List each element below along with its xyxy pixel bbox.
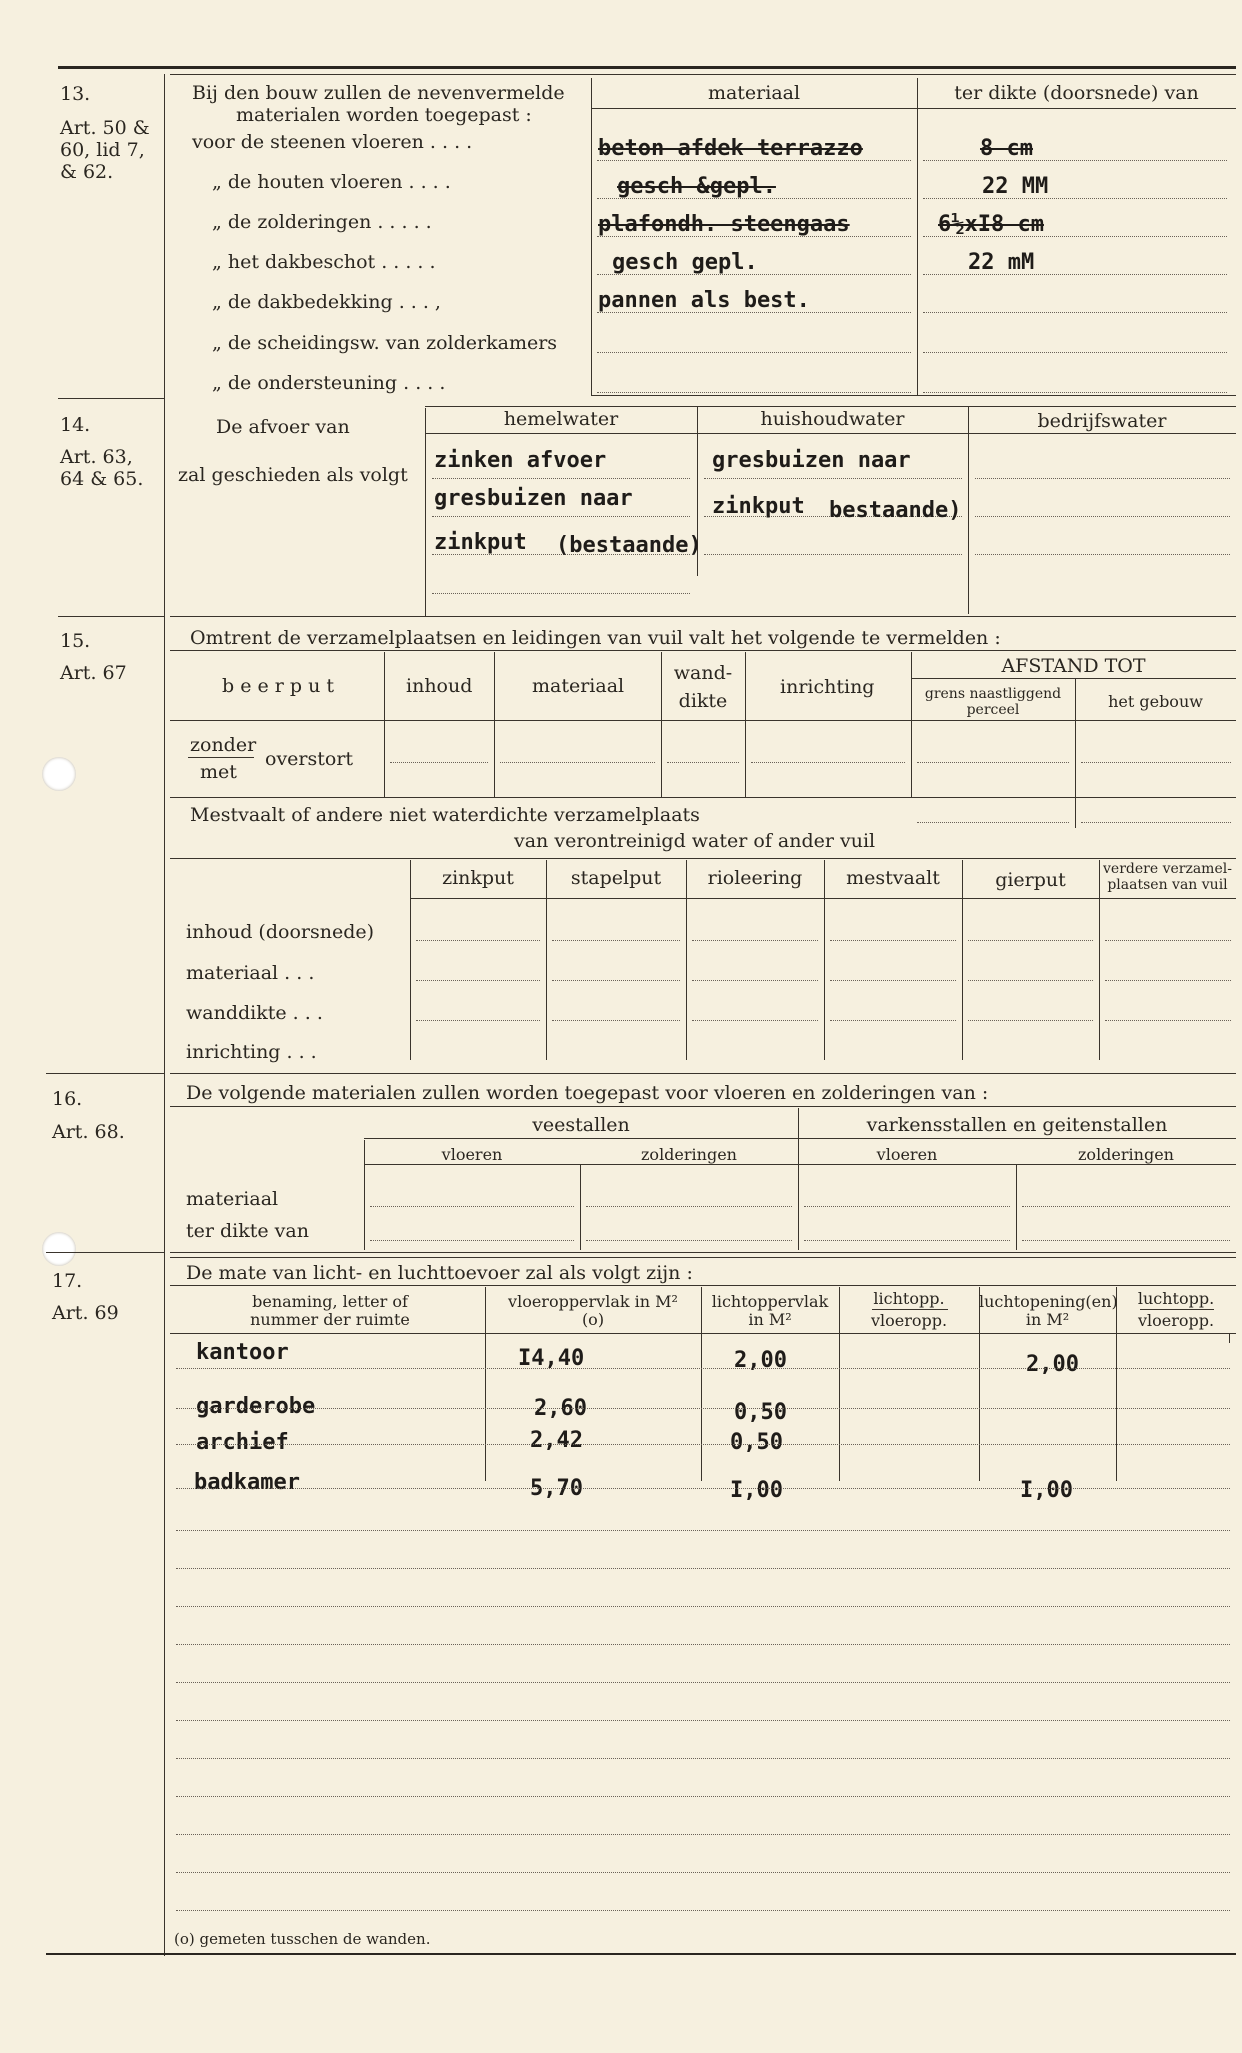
col-divider	[425, 408, 426, 616]
section-number: 16.	[52, 1088, 83, 1110]
writing-line	[176, 1682, 1230, 1683]
fill-line	[975, 516, 1230, 517]
fill-line	[1105, 980, 1231, 981]
veestallen-header: veestallen	[532, 1114, 630, 1136]
writing-line	[176, 1444, 1230, 1445]
room-name: garderobe	[196, 1394, 316, 1419]
fill-line	[552, 980, 680, 981]
zolderingen-header: zolderingen	[641, 1145, 737, 1164]
room-light-area: 0,50	[734, 1400, 787, 1425]
header-lichtoppervlak: lichtoppervlak	[711, 1292, 829, 1311]
fill-line	[370, 1206, 574, 1207]
row-label: wanddikte . . .	[186, 1002, 323, 1024]
fill-line	[552, 940, 680, 941]
row-label: „ het dakbeschot . . . . .	[212, 251, 436, 273]
intro-text: De volgende materialen zullen worden toegepast voor vloeren en zolderingen van :	[186, 1082, 989, 1104]
table-rule	[410, 898, 1236, 899]
section-divider	[170, 616, 1236, 617]
column-header: rioleering	[707, 867, 803, 889]
column-header: zinkput	[442, 867, 514, 889]
fill-line	[975, 478, 1230, 479]
column-header-hemelwater: hemelwater	[503, 408, 619, 430]
fill-line	[432, 516, 690, 517]
header-rule	[591, 108, 1236, 109]
typed-huishoudwater: gresbuizen naar	[712, 448, 911, 473]
fill-line	[586, 1240, 792, 1241]
mestvaalt-text: Mestvaalt of andere niet waterdichte verzamelplaats	[190, 804, 700, 826]
room-air-opening: 2,00	[1026, 1352, 1079, 1377]
section-divider	[46, 1252, 164, 1253]
fraction-rule	[1140, 1309, 1214, 1310]
header-rule	[425, 433, 1236, 434]
article-ref: & 62.	[60, 161, 114, 183]
fill-line	[830, 980, 956, 981]
overstort-label: overstort	[265, 748, 354, 770]
fill-line	[830, 940, 956, 941]
header-luchtopp-ratio: luchtopp.	[1137, 1289, 1215, 1308]
row-label: „ de zolderingen . . . . .	[212, 211, 432, 233]
room-floor-area: 2,42	[530, 1428, 583, 1453]
punch-hole	[42, 757, 76, 791]
table-rule	[170, 1106, 1236, 1107]
article-ref: Art. 69	[52, 1302, 119, 1324]
section-divider	[58, 616, 164, 617]
section-number: 17.	[52, 1270, 83, 1292]
table-rule	[912, 678, 1236, 679]
col-divider	[745, 652, 746, 797]
fill-line	[923, 352, 1227, 353]
intro-text: Bij den bouw zullen de nevenvermelde	[192, 82, 565, 104]
header-benaming: benaming, letter of	[252, 1292, 408, 1311]
article-ref: Art. 68.	[52, 1121, 125, 1143]
row-label: materiaal . . .	[186, 962, 315, 984]
col-divider	[591, 78, 592, 395]
fill-line	[692, 1020, 818, 1021]
grens-header: perceel	[966, 702, 1020, 718]
col-divider	[968, 406, 969, 614]
punch-hole	[42, 1232, 76, 1266]
fill-line	[370, 1240, 574, 1241]
typed-material: pannen als best.	[598, 288, 810, 313]
typed-material: gesch gepl.	[612, 250, 758, 275]
writing-line	[176, 1368, 1230, 1369]
room-name: kantoor	[196, 1340, 289, 1365]
fill-line	[597, 392, 911, 393]
column-header-huishoudwater: huishoudwater	[760, 408, 905, 430]
bottom-rule	[46, 1953, 1236, 1955]
header-luchtopening: in M²	[1025, 1310, 1070, 1329]
met-label: met	[200, 761, 237, 783]
table-rule	[170, 1333, 1236, 1334]
col-divider	[546, 860, 547, 1060]
header-vloeroppervlak: (o)	[581, 1310, 605, 1329]
materiaal-header: materiaal	[532, 675, 625, 697]
typed-hemelwater: gresbuizen naar	[434, 486, 633, 511]
col-divider	[384, 652, 385, 797]
writing-line	[176, 1910, 1230, 1911]
room-floor-area: 2,60	[534, 1396, 587, 1421]
grens-header: grens naastliggend	[924, 686, 1062, 702]
inhoud-header: inhoud	[406, 675, 473, 697]
fill-line	[416, 940, 540, 941]
writing-line	[176, 1568, 1230, 1569]
fill-line	[597, 352, 911, 353]
writing-line	[176, 1720, 1230, 1721]
fill-line	[968, 940, 1093, 941]
col-divider	[1016, 1164, 1017, 1250]
fill-line	[804, 1206, 1010, 1207]
typed-huishoudwater-note: bestaande)	[829, 498, 962, 523]
col-divider	[1229, 1333, 1230, 1343]
wanddikte-header: dikte	[678, 690, 728, 712]
fill-line	[416, 1020, 540, 1021]
typed-thickness: 22 MM	[982, 174, 1049, 199]
section-divider	[170, 1257, 1236, 1258]
table-rule	[170, 1285, 1236, 1286]
room-air-opening: I,00	[1020, 1478, 1073, 1503]
section-left-rule	[164, 74, 165, 1956]
col-divider	[824, 860, 825, 1060]
section-number: 13.	[60, 83, 91, 105]
row-label: inrichting . . .	[186, 1041, 317, 1063]
header-luchtopp-ratio: vloeropp.	[1137, 1311, 1215, 1330]
header-lichtopp-ratio: lichtopp.	[873, 1289, 945, 1308]
typed-material: plafondh. steengaas	[598, 212, 850, 237]
column-header: verdere verzamel-	[1103, 861, 1232, 877]
intro-text: Omtrent de verzamelplaatsen en leidingen van vuil valt het volgende te vermelden :	[190, 627, 1001, 649]
fill-line	[432, 478, 690, 479]
row-label: „ de dakbedekking . . . ,	[212, 291, 441, 313]
table-rule	[170, 650, 1236, 651]
col-divider	[494, 652, 495, 797]
header-benaming: nummer der ruimte	[250, 1310, 410, 1329]
fill-line	[1022, 1206, 1230, 1207]
section-divider	[46, 1073, 164, 1074]
col-divider	[410, 860, 411, 1060]
afstand-header: AFSTAND TOT	[1001, 655, 1146, 677]
intro-text: materialen worden toegepast :	[236, 104, 532, 126]
typed-thickness: 6½xI8 cm	[938, 212, 1044, 237]
table-rule	[170, 720, 1236, 721]
fill-line	[704, 554, 962, 555]
fill-line	[692, 980, 818, 981]
row-label: voor de steenen vloeren . . . .	[192, 131, 473, 153]
writing-line	[176, 1834, 1230, 1835]
table-rule	[170, 858, 1236, 859]
fill-line	[692, 940, 818, 941]
zolderingen-header: zolderingen	[1078, 1145, 1174, 1164]
top-rule	[58, 66, 1236, 69]
column-header: plaatsen van vuil	[1107, 877, 1228, 893]
typed-huishoudwater: zinkput	[712, 494, 805, 519]
fill-line	[968, 980, 1093, 981]
room-floor-area: I4,40	[518, 1346, 585, 1371]
fill-line	[1022, 1240, 1230, 1241]
fill-line	[500, 762, 655, 763]
writing-line	[176, 1758, 1230, 1759]
room-floor-area: 5,70	[530, 1476, 583, 1501]
fill-line	[923, 392, 1227, 393]
row-label: materiaal	[186, 1188, 279, 1210]
col-divider	[686, 860, 687, 1060]
fill-line	[1081, 822, 1231, 823]
fill-line	[552, 1020, 680, 1021]
article-ref: 64 & 65.	[60, 468, 144, 490]
section-number: 15.	[60, 630, 91, 652]
fill-line	[923, 160, 1227, 161]
table-rule	[170, 797, 1236, 798]
fill-line	[667, 762, 739, 763]
article-ref: Art. 67	[60, 662, 127, 684]
section-divider	[170, 1073, 1236, 1074]
column-header-dikte: ter dikte (doorsnede) van	[954, 82, 1199, 104]
column-header: gierput	[995, 869, 1066, 891]
varkensstallen-header: varkensstallen en geitenstallen	[866, 1114, 1168, 1136]
gebouw-header: het gebouw	[1108, 692, 1203, 711]
afvoer-label: De afvoer van	[216, 416, 350, 438]
fraction-rule	[188, 757, 254, 758]
mestvaalt-text: van verontreinigd water of ander vuil	[514, 830, 876, 852]
section-divider	[170, 1252, 1236, 1253]
header-lichtoppervlak: in M²	[748, 1310, 792, 1329]
fill-line	[923, 198, 1227, 199]
article-ref: Art. 50 &	[60, 117, 150, 139]
intro-text: De mate van licht- en luchttoevoer zal als volgt zijn :	[186, 1262, 693, 1284]
typed-material: gesch &gepl.	[617, 174, 776, 199]
fill-line	[586, 1206, 792, 1207]
header-rule	[425, 406, 1236, 407]
fill-line	[917, 822, 1069, 823]
col-divider	[580, 1164, 581, 1250]
row-label: „ de scheidingsw. van zolderkamers	[212, 332, 558, 354]
section-divider	[58, 398, 164, 399]
room-light-area: 0,50	[730, 1430, 783, 1455]
wanddikte-header: wand-	[673, 662, 733, 684]
fill-line	[1081, 762, 1231, 763]
footnote: (o) gemeten tusschen de wanden.	[174, 1930, 431, 1948]
fill-line	[968, 1020, 1093, 1021]
header-luchtopening: luchtopening(en)	[979, 1292, 1118, 1311]
room-light-area: 2,00	[734, 1348, 787, 1373]
typed-hemelwater: zinkput	[434, 530, 527, 555]
fill-line	[1105, 1020, 1231, 1021]
inrichting-header: inrichting	[780, 676, 875, 698]
zal-label: zal geschieden als volgt	[178, 464, 408, 486]
typed-hemelwater-note: (bestaande)	[556, 533, 702, 558]
fill-line	[390, 762, 488, 763]
col-divider	[917, 78, 918, 395]
fill-line	[1105, 940, 1231, 941]
column-header-bedrijfswater: bedrijfswater	[1037, 410, 1167, 432]
typed-material: beton afdek terrazzo	[598, 136, 863, 161]
article-ref: Art. 63,	[60, 446, 133, 468]
row-label: inhoud (doorsnede)	[186, 921, 375, 943]
row-label: „ de houten vloeren . . . .	[212, 171, 451, 193]
fill-line	[416, 980, 540, 981]
typed-thickness: 8 cm	[980, 136, 1033, 161]
vloeren-header: vloeren	[876, 1145, 938, 1164]
writing-line	[176, 1872, 1230, 1873]
beerput-header: b e e r p u t	[222, 675, 335, 697]
column-header: stapelput	[570, 867, 662, 889]
fill-line	[804, 1240, 1010, 1241]
row-label: „ de ondersteuning . . . .	[212, 372, 446, 394]
writing-line	[176, 1408, 1230, 1409]
column-header-materiaal: materiaal	[707, 82, 801, 104]
table-rule	[364, 1164, 1236, 1165]
room-name: archief	[196, 1430, 289, 1455]
writing-line	[176, 1488, 1230, 1489]
writing-line	[176, 1796, 1230, 1797]
room-name: badkamer	[194, 1470, 300, 1495]
table-rule	[364, 1138, 1236, 1139]
writing-line	[176, 1644, 1230, 1645]
typed-hemelwater: zinken afvoer	[434, 448, 607, 473]
column-header: mestvaalt	[846, 867, 940, 889]
fill-line	[751, 762, 905, 763]
article-ref: 60, lid 7,	[60, 139, 145, 161]
header-lichtopp-ratio: vloeropp.	[870, 1311, 948, 1330]
fill-line	[923, 312, 1227, 313]
room-light-area: I,00	[730, 1478, 783, 1503]
vloeren-header: vloeren	[441, 1145, 503, 1164]
writing-line	[176, 1530, 1230, 1531]
row-label: ter dikte van	[186, 1220, 309, 1242]
section-divider	[591, 395, 1236, 396]
writing-line	[176, 1606, 1230, 1607]
fill-line	[432, 593, 690, 594]
fill-line	[917, 762, 1069, 763]
typed-thickness: 22 mM	[968, 250, 1035, 275]
fill-line	[704, 478, 962, 479]
section-number: 14.	[60, 414, 91, 436]
zonder-label: zonder	[190, 734, 257, 756]
fill-line	[975, 554, 1230, 555]
top-rule-thin	[170, 74, 1236, 75]
fill-line	[830, 1020, 956, 1021]
fraction-rule	[872, 1309, 948, 1310]
header-vloeroppervlak: vloeroppervlak in M²	[508, 1292, 678, 1311]
